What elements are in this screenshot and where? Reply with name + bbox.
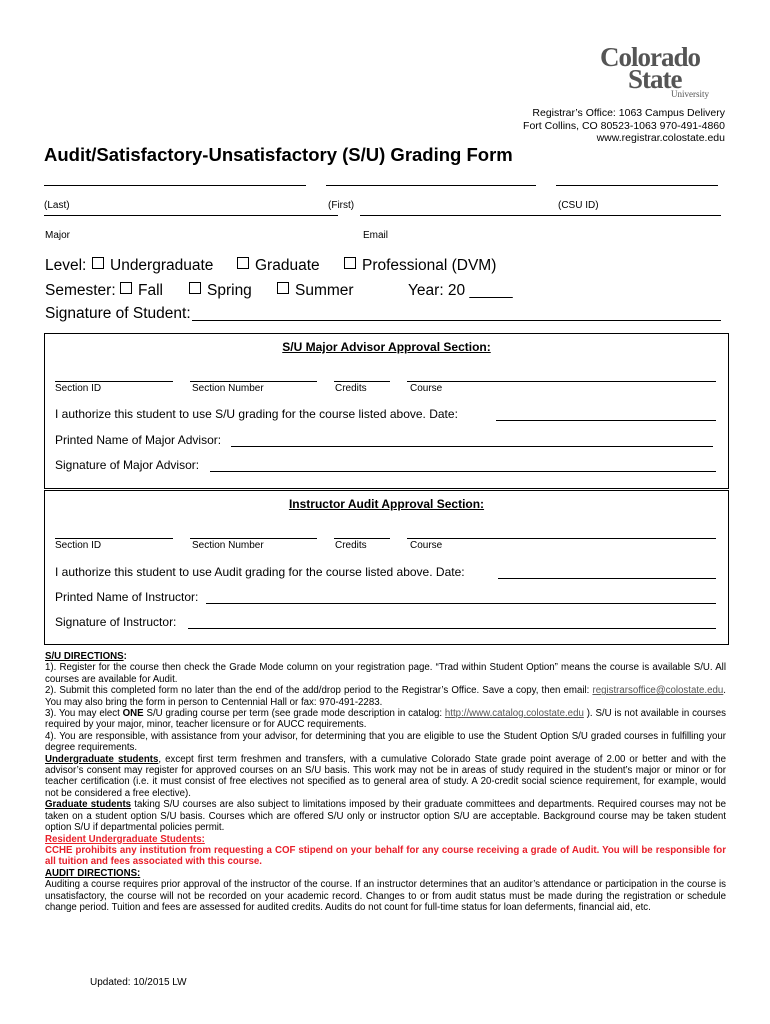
audit-date-line[interactable] — [498, 578, 716, 579]
registrar-email-link[interactable]: registrarsoffice@colostate.edu — [592, 685, 724, 697]
audit-section-number-line[interactable] — [190, 538, 317, 539]
audit-col-credits: Credits — [335, 540, 367, 551]
direction-3b: S/U grading course per term (see grade mode description in catalog: — [143, 708, 445, 720]
level-undergraduate-label: Undergraduate — [110, 257, 214, 274]
audit-col-section-number: Section Number — [192, 540, 264, 551]
audit-printed-name-line[interactable] — [206, 603, 716, 604]
first-label: (First) — [328, 200, 355, 211]
audit-signature-label: Signature of Instructor: — [55, 615, 177, 629]
graduate-label: Graduate students — [45, 799, 132, 811]
direction-3c: ). S/U is not available in courses required by your major, minor, teacher licensure or for AUCC requirements. — [45, 708, 727, 731]
catalog-link[interactable]: http://www.catalog.colostate.edu — [444, 708, 584, 720]
semester-spring[interactable] — [189, 282, 252, 300]
audit-directions-heading: AUDIT DIRECTIONS: — [45, 867, 141, 879]
checkbox-icon[interactable] — [277, 282, 289, 294]
semester-label: Semester: — [45, 282, 116, 299]
csu-id-label: (CSU ID) — [558, 200, 599, 211]
su-col-credits: Credits — [335, 383, 367, 394]
semester-summer-label: Summer — [295, 282, 354, 299]
semester-summer[interactable] — [277, 282, 354, 300]
undergraduate-paragraph — [45, 754, 726, 800]
su-section-number-line[interactable] — [190, 381, 317, 382]
student-signature-label: Signature of Student: — [45, 305, 191, 322]
audit-col-course: Course — [410, 540, 443, 551]
semester-fall-label: Fall — [138, 282, 163, 299]
su-credits-line[interactable] — [334, 381, 390, 382]
checkbox-icon[interactable] — [120, 282, 132, 294]
level-professional[interactable] — [344, 257, 496, 275]
audit-section-heading: Instructor Audit Approval Section: — [288, 497, 485, 511]
level-undergraduate[interactable] — [92, 257, 213, 275]
audit-printed-name-label: Printed Name of Instructor: — [55, 590, 199, 604]
su-col-section-id: Section ID — [55, 383, 102, 394]
logo-university: University — [671, 89, 709, 99]
checkbox-icon[interactable] — [344, 257, 356, 269]
undergraduate-text: , except first term freshmen and transfers, with a cumulative Colorado State grade point average of 2.00 or better and with the advisor’s consent may register for approved courses on an S/U basis. This work may not be in areas of study required in the student’s major or minor or for teacher certification (i.e. it must consist of free electives not specified as to general area of study. A 20-credit social science requirement, for example, would not be considered a free elective). — [45, 753, 726, 799]
csu-id-line[interactable] — [556, 185, 718, 186]
audit-course-line[interactable] — [407, 538, 716, 539]
graduate-paragraph — [45, 799, 726, 833]
su-date-line[interactable] — [496, 420, 716, 421]
level-professional-label: Professional (DVM) — [362, 257, 497, 274]
su-signature-label: Signature of Major Advisor: — [55, 458, 200, 472]
directions — [45, 651, 726, 913]
office-line1: Registrar’s Office: 1063 Campus Delivery — [532, 107, 725, 119]
email-line[interactable] — [360, 215, 721, 216]
level-graduate-label: Graduate — [255, 257, 320, 274]
su-directions-heading: S/U DIRECTIONS — [45, 651, 124, 662]
last-label: (Last) — [44, 200, 70, 211]
su-section-heading: S/U Major Advisor Approval Section: — [282, 340, 491, 354]
undergraduate-label: Undergraduate students — [45, 753, 159, 765]
su-col-course: Course — [410, 383, 443, 394]
resident-heading: Resident Undergraduate Students: — [45, 833, 205, 845]
direction-3 — [45, 708, 726, 731]
email-label: Email — [363, 230, 389, 241]
direction-2a: 2). Submit this completed form no later than the end of the add/drop period to the Registrar’s Office. Save a copy, then email: — [45, 685, 593, 697]
graduate-text: taking S/U courses are also subject to limitations imposed by their graduate committees and departments. Required courses may not be taken on a student option S/U basis. Courses which are offered S/U only or instructor option S/U are acceptable. Background course may be taken student option S/U if departmental policies permit. — [45, 799, 726, 834]
audit-instructor-section — [44, 490, 729, 645]
direction-3a: 3). You may elect — [45, 708, 123, 720]
office-line2: Fort Collins, CO 80523-1063 970-491-4860 — [523, 119, 725, 132]
su-directions-colon: : — [123, 651, 127, 662]
major-line[interactable] — [44, 215, 338, 216]
semester-fall[interactable] — [120, 282, 163, 300]
direction-2b: . You may also bring the form in person to Centennial Hall or fax: 970-491-2283. — [45, 685, 726, 708]
level-label: Level: — [45, 257, 87, 274]
checkbox-icon[interactable] — [92, 257, 104, 269]
last-name-line[interactable] — [44, 185, 306, 186]
student-signature-line[interactable] — [192, 320, 721, 321]
su-printed-name-label: Printed Name of Major Advisor: — [55, 433, 222, 447]
audit-section-id-line[interactable] — [55, 538, 173, 539]
first-name-line[interactable] — [326, 185, 536, 186]
su-authorize-text: I authorize this student to use S/U grading for the course listed above. Date: — [55, 407, 458, 421]
level-graduate[interactable] — [237, 257, 320, 275]
year-field[interactable]: Year: 20 _____ — [408, 282, 513, 299]
page-title: Audit/Satisfactory-Unsatisfactory (S/U) Grading Form — [44, 144, 513, 165]
direction-4: 4). You are responsible, with assistance from your advisor, for determining that you are eligible to use the Student Option S/U graded courses in fulfilling your degree requirements. — [45, 730, 726, 754]
su-signature-line[interactable] — [210, 471, 716, 472]
su-printed-name-line[interactable] — [231, 446, 713, 447]
su-advisor-section — [44, 333, 729, 489]
su-course-line[interactable] — [407, 381, 716, 382]
audit-credits-line[interactable] — [334, 538, 390, 539]
office-line3: www.registrar.colostate.edu — [596, 132, 725, 144]
checkbox-icon[interactable] — [189, 282, 201, 294]
su-col-section-number: Section Number — [192, 383, 264, 394]
audit-directions-text: Auditing a course requires prior approval of the instructor of the course. If an instructor determines that an auditor’s attendance or participation in the course is unsatisfactory, the course will not be recorded on your academic record. Changes to or from audit status must be made during the registration or schedule change period. Tuition and fees are assessed for audited credits. Audits do not count for full-time status for loan deferments, financial aid, etc. — [45, 879, 726, 913]
office-address — [523, 107, 725, 145]
direction-1: 1). Register for the course then check the Grade Mode column on your registration page. “Trad within Student Option” means the course is available S/U. All courses are available for Audit. — [45, 662, 726, 685]
logo-colorado: Colorado — [600, 42, 700, 72]
major-label: Major — [45, 230, 71, 241]
su-section-id-line[interactable] — [55, 381, 173, 382]
semester-spring-label: Spring — [207, 282, 252, 299]
logo-state: State — [628, 64, 682, 94]
audit-signature-line[interactable] — [188, 628, 716, 629]
checkbox-icon[interactable] — [237, 257, 249, 269]
audit-authorize-text: I authorize this student to use Audit grading for the course listed above. Date: — [55, 565, 465, 579]
resident-text: CCHE prohibits any institution from requesting a COF stipend on your behalf for any course receiving a grade of Audit. You will be responsible for all tuition and fees associated with this course. — [45, 844, 726, 868]
footer-updated: Updated: 10/2015 LW — [90, 977, 187, 988]
direction-2 — [45, 685, 726, 708]
direction-3-one: ONE — [122, 708, 144, 720]
audit-col-section-id: Section ID — [55, 540, 102, 551]
